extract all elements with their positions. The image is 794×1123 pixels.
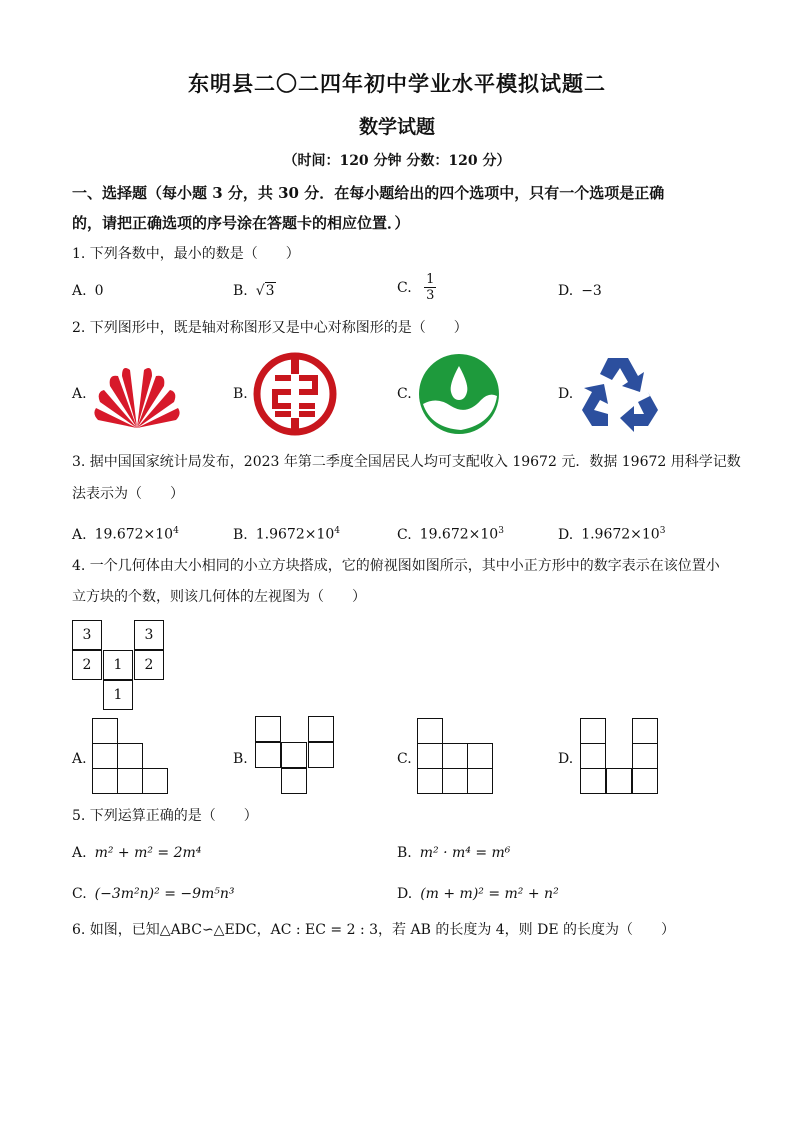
cube-square xyxy=(442,768,468,794)
q1-option-d[interactable] xyxy=(558,281,602,301)
option-formula: m² + m² = 2m⁴ xyxy=(94,845,202,861)
option-label: D. xyxy=(397,886,413,902)
option-exp: 4 xyxy=(173,526,179,536)
cube-square xyxy=(92,743,118,769)
q5-option-c[interactable] xyxy=(72,884,235,904)
option-label: A. xyxy=(72,845,87,861)
water-drop-logo-icon[interactable] xyxy=(417,352,501,436)
question-4-line2: 立方块的个数，则该几何体的左视图为（ ） xyxy=(72,589,366,605)
question-1: 1. 下列各数中，最小的数是（ ） xyxy=(72,246,300,262)
time-score: （时间：120 分钟 分数：120 分） xyxy=(283,153,511,169)
cube-square xyxy=(632,743,658,769)
cube-square xyxy=(580,718,606,744)
option-formula: (m + m)² = m² + n² xyxy=(420,886,559,902)
grid-cell: 3 xyxy=(134,620,164,650)
question-3-line2: 法表示为（ ） xyxy=(72,486,184,502)
grid-cell: 2 xyxy=(72,650,102,680)
denominator: 3 xyxy=(426,288,435,303)
q3-option-d[interactable] xyxy=(558,521,665,545)
grid-cell: 2 xyxy=(134,650,164,680)
cube-square xyxy=(580,743,606,769)
cube-square xyxy=(632,718,658,744)
option-value: −3 xyxy=(581,283,602,299)
q2-label-c: C. xyxy=(397,386,412,402)
cube-square xyxy=(442,743,468,769)
numerator: 1 xyxy=(426,272,435,287)
cube-square xyxy=(92,768,118,794)
cube-square xyxy=(281,742,307,768)
cube-square xyxy=(142,768,168,794)
section-heading-line1: 一、选择题（每小题 3 分，共 30 分．在每小题给出的四个选项中，只有一个选项是正确 xyxy=(72,184,665,202)
option-base: 1.9672×10 xyxy=(581,526,660,543)
cube-square xyxy=(467,768,493,794)
option-label: C. xyxy=(72,886,87,902)
question-2: 2. 下列图形中，既是轴对称图形又是中心对称图形的是（ ） xyxy=(72,320,468,336)
top-view-grid xyxy=(72,620,166,710)
cube-square xyxy=(467,743,493,769)
q4-label-c: C. xyxy=(397,751,412,767)
q4-option-a-figure[interactable] xyxy=(92,718,172,796)
option-label: B. xyxy=(233,283,248,299)
option-value: 0 xyxy=(94,283,104,299)
option-label: D. xyxy=(558,283,574,299)
exam-title: 东明县二〇二四年初中学业水平模拟试题二 xyxy=(188,71,606,96)
option-base: 1.9672×10 xyxy=(255,526,335,543)
cube-square xyxy=(606,768,632,794)
cube-square xyxy=(417,743,443,769)
grid-cell: 1 xyxy=(103,650,133,680)
q1-option-c[interactable] xyxy=(397,272,436,303)
q3-option-c[interactable] xyxy=(397,521,504,545)
q5-option-a[interactable] xyxy=(72,843,201,863)
cube-square xyxy=(580,768,606,794)
q4-label-a: A. xyxy=(72,751,87,767)
option-label: D. xyxy=(558,526,574,543)
huawei-logo-icon[interactable] xyxy=(92,362,182,432)
q2-label-d: D. xyxy=(558,386,574,402)
icbc-logo-icon[interactable] xyxy=(253,352,337,436)
q3-option-a[interactable] xyxy=(72,521,179,545)
option-exp: 4 xyxy=(334,526,341,536)
option-formula: (−3m²n)² = −9m⁵n³ xyxy=(94,886,235,902)
cube-square xyxy=(117,768,143,794)
option-label: C. xyxy=(397,526,412,543)
grid-cell: 3 xyxy=(72,620,102,650)
option-exp: 3 xyxy=(659,526,666,536)
q2-label-b: B. xyxy=(233,386,248,402)
q4-option-b-figure[interactable] xyxy=(255,716,335,796)
cube-square xyxy=(255,742,281,768)
option-label: A. xyxy=(72,526,87,543)
cube-square xyxy=(92,718,118,744)
cube-square xyxy=(417,768,443,794)
q4-option-d-figure[interactable] xyxy=(580,718,660,796)
q1-option-b[interactable] xyxy=(233,281,276,301)
question-6: 6. 如图，已知△ABC∽△EDC，AC : EC = 2 : 3，若 AB 的长度为 4，则 DE 的长度为（ ） xyxy=(72,922,676,938)
recycle-logo-icon[interactable] xyxy=(578,352,664,432)
option-base: 19.672×10 xyxy=(419,526,499,543)
option-exp: 3 xyxy=(498,526,504,536)
q4-label-d: D. xyxy=(558,751,574,767)
grid-cell: 1 xyxy=(103,680,133,710)
question-3-line1: 3. 据中国国家统计局发布，2023 年第二季度全国居民人均可支配收入 19672 元．数据 19672 用科学记数 xyxy=(72,454,741,470)
option-label: C. xyxy=(397,279,412,296)
option-label: B. xyxy=(233,526,248,543)
cube-square xyxy=(308,742,334,768)
cube-square xyxy=(308,716,334,742)
q4-option-c-figure[interactable] xyxy=(417,718,497,796)
q5-option-d[interactable] xyxy=(397,884,559,904)
cube-square xyxy=(117,743,143,769)
fraction xyxy=(424,272,436,303)
exam-subtitle: 数学试题 xyxy=(358,116,435,138)
option-base: 19.672×10 xyxy=(94,526,174,543)
q1-option-a[interactable] xyxy=(72,281,103,301)
q5-option-b[interactable] xyxy=(397,843,510,863)
cube-square xyxy=(255,716,281,742)
q2-label-a: A. xyxy=(72,386,87,402)
option-formula: m² · m⁴ = m⁶ xyxy=(419,845,511,861)
sqrt-sign: √ xyxy=(255,283,265,299)
q4-label-b: B. xyxy=(233,751,248,767)
option-label: A. xyxy=(72,283,87,299)
question-4-line1: 4. 一个几何体由大小相同的小立方块搭成，它的俯视图如图所示，其中小正方形中的数字表示在该位置小 xyxy=(72,558,720,574)
section-heading-line2: 的，请把正确选项的序号涂在答题卡的相应位置．） xyxy=(72,214,410,232)
q3-option-b[interactable] xyxy=(233,521,340,545)
question-5: 5. 下列运算正确的是（ ） xyxy=(72,808,258,824)
option-value: 3 xyxy=(265,283,275,299)
cube-square xyxy=(417,718,443,744)
option-label: B. xyxy=(397,845,412,861)
cube-square xyxy=(281,768,307,794)
cube-square xyxy=(632,768,658,794)
